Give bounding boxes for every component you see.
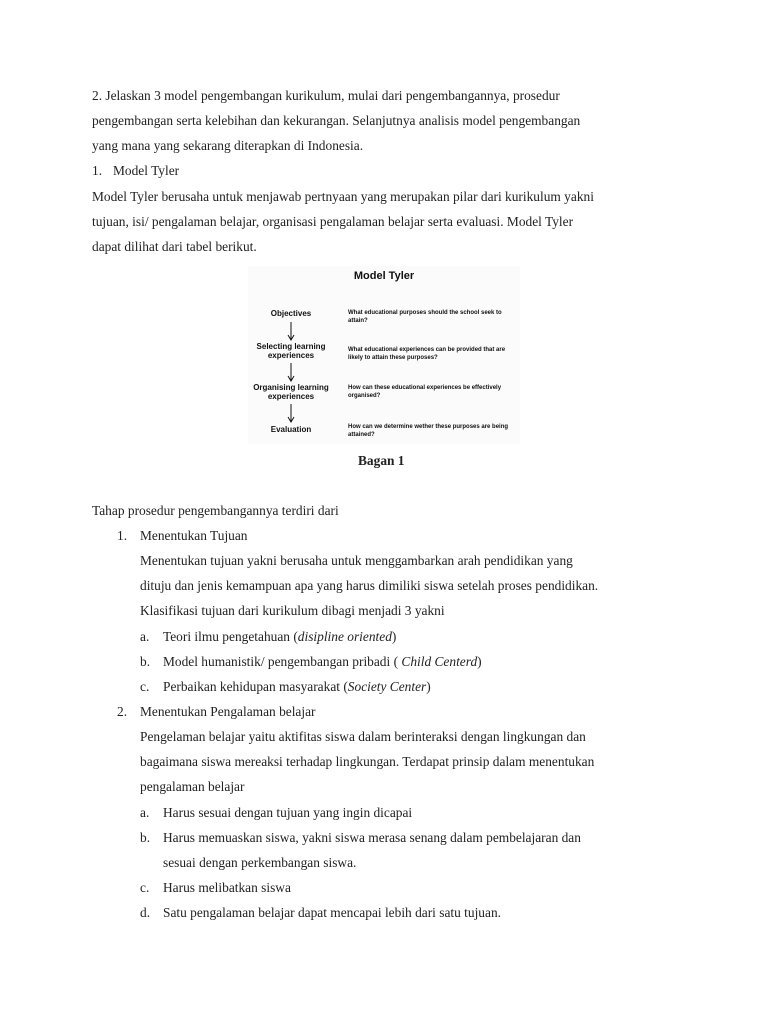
list-marker: b.	[140, 830, 151, 845]
step-1-number: 1.	[117, 528, 128, 543]
section-para-line-1: Model Tyler berusaha untuk menjawab pertnyaan yang merupakan pilar dari kurikulum yakni	[92, 189, 594, 204]
list-marker: c.	[140, 679, 150, 694]
list-item: Harus sesuai dengan tujuan yang ingin dicapai	[163, 805, 413, 820]
diagram-step-objectives: Objectives	[270, 309, 312, 318]
step-2-number: 2.	[117, 704, 128, 719]
list-marker: a.	[140, 805, 150, 820]
diagram-caption: Bagan 1	[358, 453, 405, 468]
diagram-question-3: How can these educational experiences be effectively organised?	[348, 385, 502, 399]
question-line-3: yang mana yang sekarang diterapkan di Indonesia.	[92, 138, 364, 153]
question-line-1: 2. Jelaskan 3 model pengembangan kurikulum, mulai dari pengembangannya, prosedur	[92, 88, 560, 103]
step-2-para-line-1: Pengelaman belajar yaitu aktifitas siswa dalam berinteraksi dengan lingkungan dan	[140, 729, 586, 744]
list-marker: a.	[140, 629, 150, 644]
diagram-question-4: How can we determine wether these purposes are being attained?	[348, 424, 509, 438]
diagram-step-selecting: Selecting learning experiences	[256, 342, 326, 360]
list-item: Teori ilmu pengetahuan (disipline oriented)	[163, 629, 397, 644]
list-item: Satu pengalaman belajar dapat mencapai lebih dari satu tujuan.	[163, 905, 501, 920]
step-1-para-line-1: Menentukan tujuan yakni berusaha untuk menggambarkan arah pendidikan yang	[140, 553, 573, 568]
list-item: Model humanistik/ pengembangan pribadi ( Child Centerd)	[163, 654, 482, 669]
section-title: Model Tyler	[113, 163, 180, 178]
section-para-line-2: tujuan, isi/ pengalaman belajar, organisasi pengalaman belajar serta evaluasi. Model Tyler	[92, 214, 574, 229]
section-para-line-3: dapat dilihat dari tabel berikut.	[92, 239, 257, 254]
list-item: Perbaikan kehidupan masyarakat (Society Center)	[163, 679, 431, 694]
arrow-down-icon	[286, 404, 296, 424]
list-item-continuation: sesuai dengan perkembangan siswa.	[163, 855, 357, 870]
step-2-para-line-3: pengalaman belajar	[140, 779, 245, 794]
arrow-down-icon	[286, 322, 296, 342]
model-tyler-diagram	[248, 266, 520, 444]
diagram-question-1: What educational purposes should the school seek to attain?	[348, 310, 502, 324]
question-line-2: pengembangan serta kelebihan dan kekurangan. Selanjutnya analisis model pengembangan	[92, 113, 581, 128]
diagram-step-organising: Organising learning experiences	[253, 383, 329, 401]
list-marker: d.	[140, 905, 151, 920]
diagram-step-evaluation: Evaluation	[270, 425, 312, 434]
diagram-title: Model Tyler	[353, 270, 415, 282]
arrow-down-icon	[286, 363, 296, 383]
step-2-title: Menentukan Pengalaman belajar	[140, 704, 316, 719]
step-1-para-line-3: Klasifikasi tujuan dari kurikulum dibagi menjadi 3 yakni	[140, 603, 445, 618]
list-marker: b.	[140, 654, 151, 669]
diagram-question-2: What educational experiences can be provided that are likely to attain these purposes?	[348, 347, 506, 361]
procedure-intro: Tahap prosedur pengembangannya terdiri dari	[92, 503, 339, 518]
section-number: 1.	[92, 163, 103, 178]
list-marker: c.	[140, 880, 150, 895]
step-1-title: Menentukan Tujuan	[140, 528, 248, 543]
list-item: Harus memuaskan siswa, yakni siswa merasa senang dalam pembelajaran dan	[163, 830, 581, 845]
step-1-para-line-2: dituju dan jenis kemampuan apa yang harus dimiliki siswa setelah proses pendidikan.	[140, 578, 599, 593]
list-item: Harus melibatkan siswa	[163, 880, 291, 895]
step-2-para-line-2: bagaimana siswa mereaksi terhadap lingkungan. Terdapat prinsip dalam menentukan	[140, 754, 595, 769]
